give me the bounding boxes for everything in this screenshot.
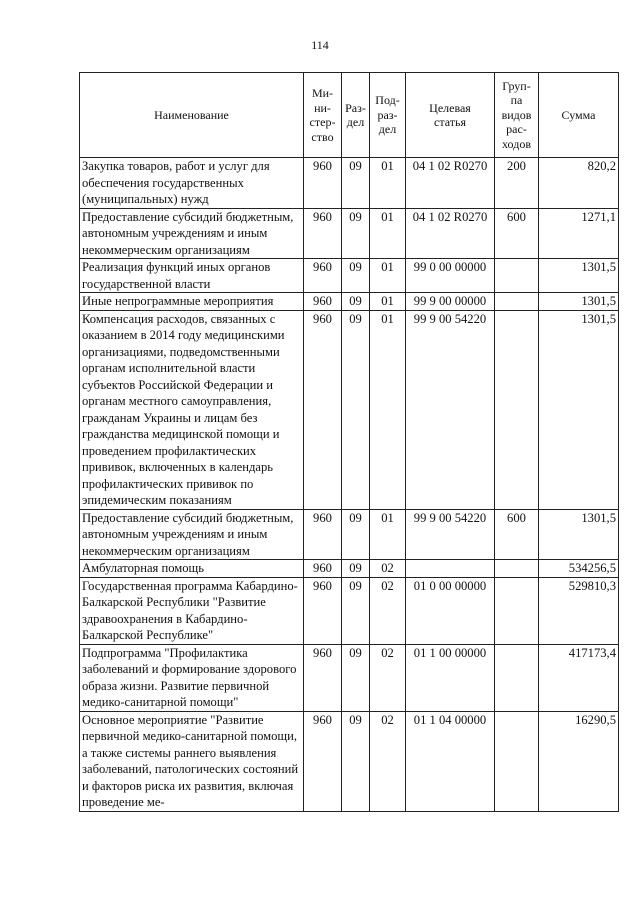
row-group bbox=[495, 577, 539, 644]
row-subsection: 01 bbox=[370, 259, 406, 293]
header-subsection bbox=[370, 73, 406, 158]
row-ministry: 960 bbox=[304, 711, 342, 811]
header-subsection-label: Под- раз- дел bbox=[375, 93, 400, 137]
row-section: 09 bbox=[342, 560, 370, 578]
row-section: 09 bbox=[342, 644, 370, 711]
row-sum: 534256,5 bbox=[539, 560, 619, 578]
row-subsection: 01 bbox=[370, 310, 406, 509]
row-name: Предоставление субсидий бюджетным, автономным учреждениям и иным некоммерческим организациям bbox=[80, 509, 304, 560]
row-group: 600 bbox=[495, 208, 539, 259]
row-group: 200 bbox=[495, 158, 539, 209]
row-sum: 1301,5 bbox=[539, 293, 619, 311]
row-section: 09 bbox=[342, 509, 370, 560]
table-row bbox=[80, 293, 619, 311]
row-name: Государственная программа Кабардино-Балкарской Республики "Развитие здравоохранения в Кабардино-Балкарской Республике" bbox=[80, 577, 304, 644]
table-row bbox=[80, 208, 619, 259]
row-ministry: 960 bbox=[304, 259, 342, 293]
row-section: 09 bbox=[342, 208, 370, 259]
page-number: 114 bbox=[311, 38, 329, 52]
table-header-row bbox=[80, 73, 619, 158]
row-ministry: 960 bbox=[304, 577, 342, 644]
row-name: Иные непрограммные мероприятия bbox=[80, 293, 304, 311]
row-target: 99 9 00 54220 bbox=[406, 509, 495, 560]
row-sum: 1301,5 bbox=[539, 310, 619, 509]
row-sum: 820,2 bbox=[539, 158, 619, 209]
row-subsection: 02 bbox=[370, 644, 406, 711]
row-group bbox=[495, 711, 539, 811]
row-subsection: 02 bbox=[370, 560, 406, 578]
row-group: 600 bbox=[495, 509, 539, 560]
header-section-label: Раз- дел bbox=[345, 100, 366, 129]
row-sum: 16290,5 bbox=[539, 711, 619, 811]
row-ministry: 960 bbox=[304, 158, 342, 209]
header-group bbox=[495, 73, 539, 158]
header-sum-label: Сумма bbox=[561, 107, 596, 122]
table-row bbox=[80, 711, 619, 811]
row-subsection: 01 bbox=[370, 208, 406, 259]
row-target: 01 1 04 00000 bbox=[406, 711, 495, 811]
row-group bbox=[495, 293, 539, 311]
row-target bbox=[406, 560, 495, 578]
row-ministry: 960 bbox=[304, 310, 342, 509]
table-row bbox=[80, 560, 619, 578]
row-group bbox=[495, 560, 539, 578]
header-name-label: Наименование bbox=[154, 107, 229, 122]
row-ministry: 960 bbox=[304, 208, 342, 259]
header-ministry-label: Ми- ни- стер- ство bbox=[309, 86, 336, 144]
row-target: 99 9 00 00000 bbox=[406, 293, 495, 311]
row-target: 04 1 02 R0270 bbox=[406, 158, 495, 209]
row-sum: 1301,5 bbox=[539, 509, 619, 560]
row-ministry: 960 bbox=[304, 509, 342, 560]
row-group bbox=[495, 644, 539, 711]
row-subsection: 01 bbox=[370, 293, 406, 311]
row-section: 09 bbox=[342, 293, 370, 311]
row-target: 01 0 00 00000 bbox=[406, 577, 495, 644]
header-name bbox=[80, 73, 304, 158]
header-section bbox=[342, 73, 370, 158]
row-section: 09 bbox=[342, 577, 370, 644]
row-target: 99 0 00 00000 bbox=[406, 259, 495, 293]
row-subsection: 01 bbox=[370, 158, 406, 209]
row-sum: 1301,5 bbox=[539, 259, 619, 293]
row-name: Предоставление субсидий бюджетным, автономным учреждениям и иным некоммерческим организациям bbox=[80, 208, 304, 259]
row-name: Подпрограмма "Профилактика заболеваний и формирование здорового образа жизни. Развитие первичной медико-санитарной помощи" bbox=[80, 644, 304, 711]
row-subsection: 02 bbox=[370, 711, 406, 811]
header-sum bbox=[539, 73, 619, 158]
row-section: 09 bbox=[342, 711, 370, 811]
row-name: Закупка товаров, работ и услуг для обеспечения государственных (муниципальных) нужд bbox=[80, 158, 304, 209]
table-row bbox=[80, 259, 619, 293]
row-target: 01 1 00 00000 bbox=[406, 644, 495, 711]
header-group-label: Груп- па видов рас- ходов bbox=[501, 78, 532, 151]
row-name: Амбулаторная помощь bbox=[80, 560, 304, 578]
row-section: 09 bbox=[342, 158, 370, 209]
table-row bbox=[80, 310, 619, 509]
row-name: Реализация функций иных органов государственной власти bbox=[80, 259, 304, 293]
row-ministry: 960 bbox=[304, 644, 342, 711]
row-sum: 529810,3 bbox=[539, 577, 619, 644]
table-row bbox=[80, 158, 619, 209]
header-ministry bbox=[304, 73, 342, 158]
row-section: 09 bbox=[342, 310, 370, 509]
header-target bbox=[406, 73, 495, 158]
table-row bbox=[80, 509, 619, 560]
row-group bbox=[495, 310, 539, 509]
row-sum: 417173,4 bbox=[539, 644, 619, 711]
row-subsection: 01 bbox=[370, 509, 406, 560]
row-subsection: 02 bbox=[370, 577, 406, 644]
header-target-label: Целевая статья bbox=[429, 100, 471, 129]
row-ministry: 960 bbox=[304, 293, 342, 311]
budget-table bbox=[79, 72, 619, 812]
row-ministry: 960 bbox=[304, 560, 342, 578]
row-target: 99 9 00 54220 bbox=[406, 310, 495, 509]
row-sum: 1271,1 bbox=[539, 208, 619, 259]
row-target: 04 1 02 R0270 bbox=[406, 208, 495, 259]
row-group bbox=[495, 259, 539, 293]
table-row bbox=[80, 644, 619, 711]
table-body bbox=[80, 158, 619, 812]
table-row bbox=[80, 577, 619, 644]
row-name: Основное мероприятие "Развитие первичной медико-санитарной помощи, а также системы раннего выявления заболеваний, патологических состояний и факторов риска их развития, включая проведение ме- bbox=[80, 711, 304, 811]
row-section: 09 bbox=[342, 259, 370, 293]
row-name: Компенсация расходов, связанных с оказанием в 2014 году медицинскими организациями, подведомственными органам исполнительной власти субъектов Российской Федерации и органам местного самоуправления, гражданам Украины и лицам без гражданства медицинской помощи и проведением профилактических прививок, включенных в календарь профилактических прививок по эпидемическим показаниям bbox=[80, 310, 304, 509]
